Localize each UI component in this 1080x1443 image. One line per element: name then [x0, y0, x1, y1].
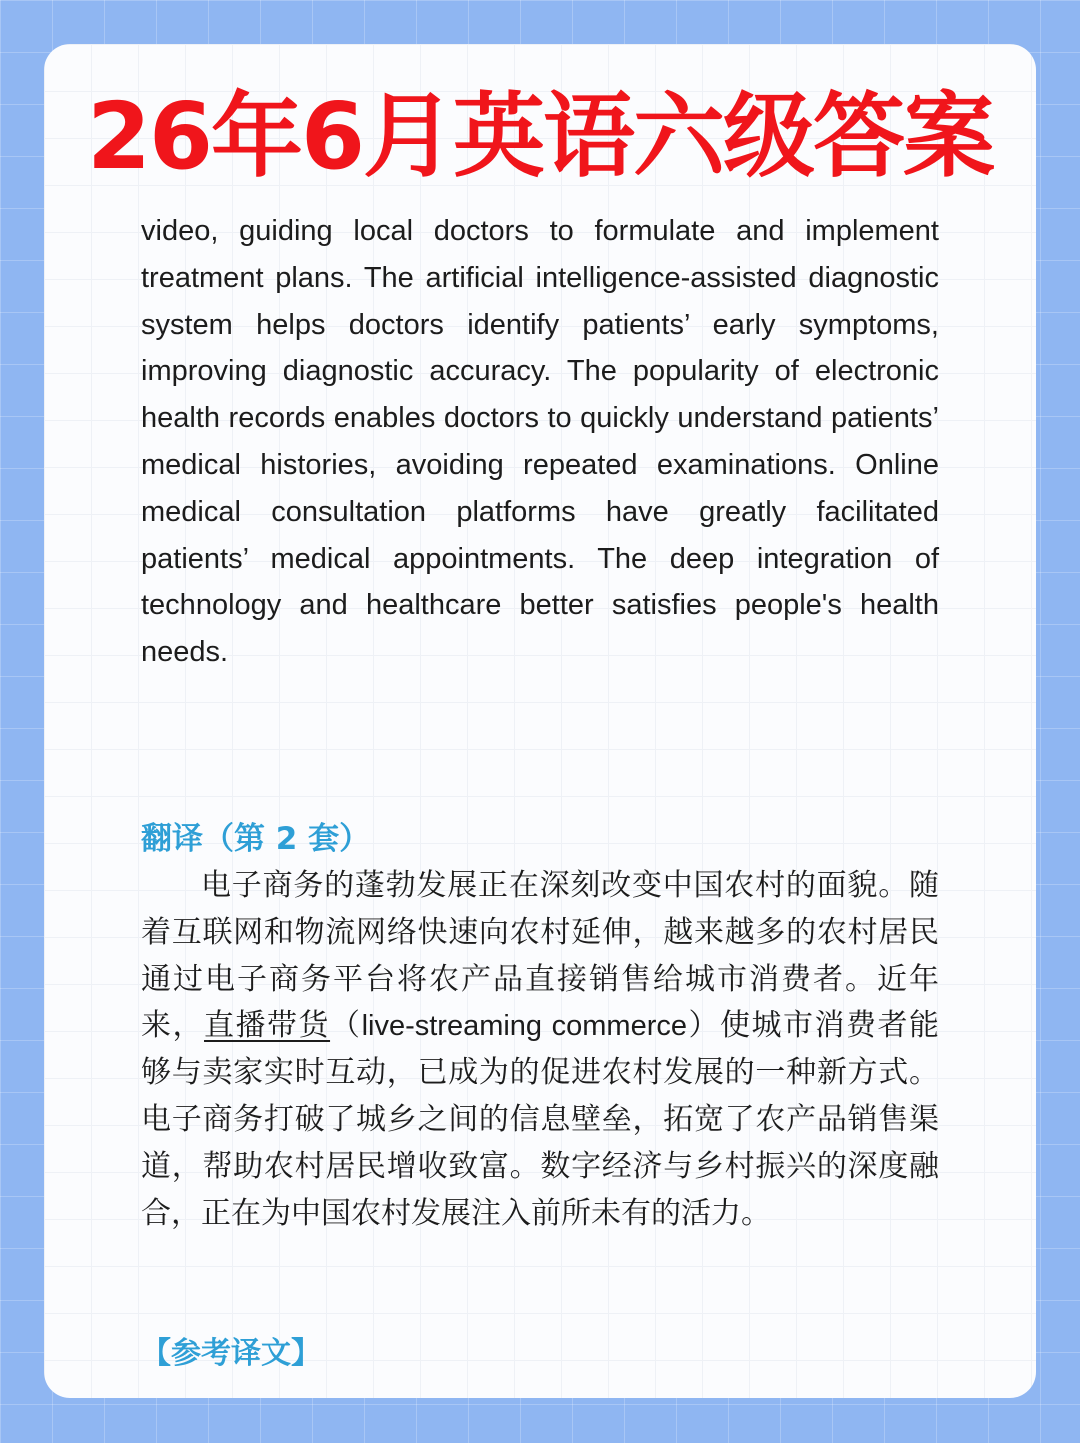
open-paren: （: [330, 1008, 362, 1044]
headline-title: 26年6月英语六级答案: [86, 83, 994, 190]
answer-card: [44, 44, 1036, 1398]
underlined-term: 直播带货: [204, 1008, 331, 1044]
translation-section-title: 翻译（第 2 套）: [141, 821, 371, 857]
chinese-passage: [141, 863, 939, 1237]
english-passage: video, guiding local doctors to formulate and implement treatment plans. The artificial intelligence-assisted diagnostic system helps doctors identify patients’ early symptoms, improving diagnostic accuracy. The popularity of electronic health records enables doctors to quickly understand patients’ medical histories, avoiding repeated examinations. Online medical consultation platforms have greatly facilitated patients’ medical appointments. The deep integration of technology and healthcare better satisfies people's health needs.: [141, 215, 939, 669]
chinese-passage-part2: 使城市消费者能够与卖家实时互动，已成为的促进农村发展的一种新方式。电子商务打破了城乡之间的信息壁垒，拓宽了农产品销售渠道，帮助农村居民增收致富。数字经济与乡村振兴的深度融合，正在为中国农村发展注入前所未有的活力。: [141, 1008, 940, 1231]
chinese-passage-part1: 电子商务的蓬勃发展正在深刻改变中国农村的面貌。随着互联网和物流网络快速向农村延伸，越来越多的农村居民通过电子商务平台将农产品直接销售给城市消费者。近年来，: [141, 868, 939, 1044]
term-english: live-streaming commerce: [361, 1010, 687, 1043]
reference-translation-label: 【参考译文】: [141, 1336, 321, 1371]
close-paren: ）: [686, 1008, 720, 1044]
